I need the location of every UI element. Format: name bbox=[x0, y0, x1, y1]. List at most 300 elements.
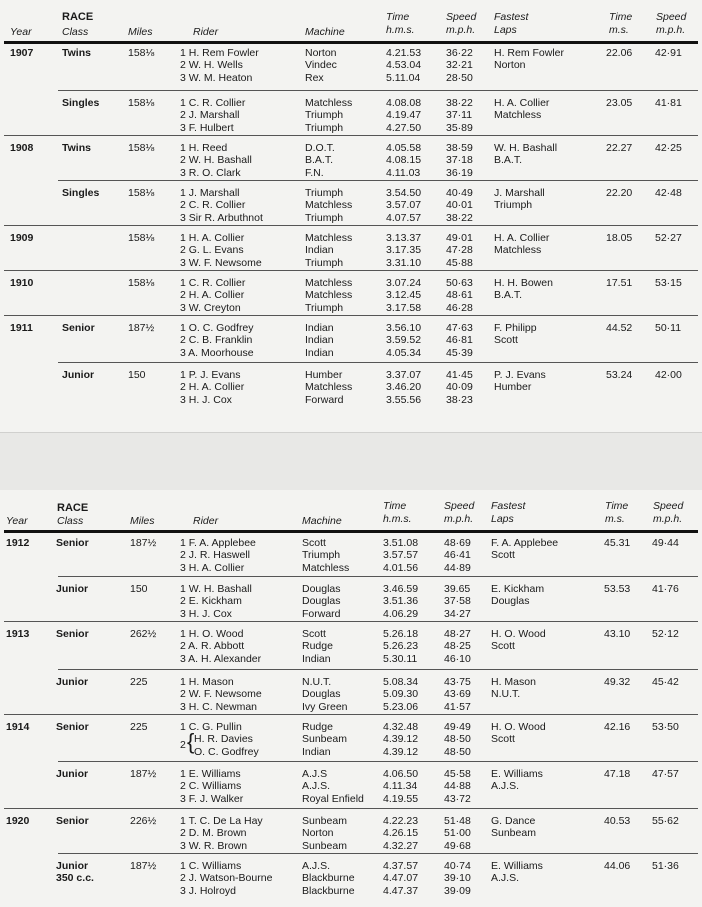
rider-cell: 1 P. J. Evans bbox=[180, 369, 241, 381]
machine-cell: Douglas bbox=[302, 595, 341, 608]
speed-cell: 41·57 bbox=[444, 700, 471, 713]
header-laps: Laps bbox=[491, 513, 514, 525]
machine-cell: Matchless bbox=[302, 561, 350, 574]
miles-cell: 158⅛ bbox=[128, 187, 155, 199]
race-row bbox=[0, 90, 702, 135]
header-lap-speed: Speed bbox=[656, 11, 687, 23]
rider-cell: 3 A. Moorhouse bbox=[180, 346, 254, 359]
speed-cell: 43·72 bbox=[444, 792, 471, 805]
fastest-lap-machine: Douglas bbox=[491, 595, 530, 608]
rider-cell: 3 W. Creyton bbox=[180, 301, 241, 314]
rider-cell: 2 H. A. Collier bbox=[180, 289, 245, 302]
rider-cell: 2 J. Watson-Bourne bbox=[180, 872, 273, 885]
speed-cell: 37·18 bbox=[446, 154, 473, 167]
time-cell: 3.17.35 bbox=[386, 244, 422, 257]
speed-cell: 50·63 bbox=[446, 277, 473, 289]
machine-cell: Humber bbox=[305, 369, 343, 381]
fastest-lap-machine: B.A.T. bbox=[494, 289, 523, 302]
row-divider bbox=[58, 180, 698, 181]
rider-cell: 3 H. C. Newman bbox=[180, 700, 258, 713]
time-cell: 4.39.12 bbox=[383, 745, 419, 758]
row-divider bbox=[4, 270, 698, 271]
machine-cell: Triumph bbox=[302, 549, 341, 562]
machine-cell: Matchless bbox=[305, 289, 353, 302]
time-cell: 4.05.34 bbox=[386, 346, 422, 359]
year-cell: 1909 bbox=[10, 232, 34, 244]
speed-cell: 47·28 bbox=[446, 244, 473, 257]
machine-cell: Vindec bbox=[305, 59, 337, 72]
time-cell: 5.09.30 bbox=[383, 688, 419, 701]
machine-cell: Matchless bbox=[305, 97, 353, 109]
time-cell: 5.23.06 bbox=[383, 700, 419, 713]
time-cell: 4.11.03 bbox=[386, 166, 421, 179]
header-lap-time: Time bbox=[609, 11, 633, 23]
rider-cell: 1 H. Rem Fowler bbox=[180, 47, 259, 59]
lap-time-cell: 44.52 bbox=[606, 322, 633, 334]
row-divider bbox=[58, 669, 698, 670]
time-cell: 3.57.57 bbox=[383, 549, 419, 562]
time-cell: 3.07.24 bbox=[386, 277, 422, 289]
time-cell: 4.01.56 bbox=[383, 561, 419, 574]
row-divider bbox=[58, 90, 698, 91]
fastest-lap-rider: H. Rem Fowler bbox=[494, 47, 565, 59]
rider-cell: 2 C. B. Franklin bbox=[180, 334, 253, 347]
speed-cell: 35·89 bbox=[446, 121, 473, 134]
machine-cell: Scott bbox=[302, 537, 326, 549]
fastest-lap-rider: H. H. Bowen bbox=[494, 277, 553, 289]
speed-cell: 48·61 bbox=[446, 289, 473, 302]
machine-cell: Forward bbox=[302, 607, 341, 620]
fastest-lap-rider: H. A. Collier bbox=[494, 232, 550, 244]
machine-cell: Triumph bbox=[305, 109, 344, 122]
fastest-lap-machine: Matchless bbox=[494, 109, 542, 122]
header-machine: Machine bbox=[302, 515, 342, 527]
lap-speed-cell: 53·15 bbox=[655, 277, 682, 289]
rider-cell: 3 W. F. Newsome bbox=[180, 256, 262, 269]
row-divider bbox=[58, 761, 698, 762]
fastest-lap-rider: H. Mason bbox=[491, 676, 536, 688]
lap-speed-cell: 42·25 bbox=[655, 142, 682, 154]
time-cell: 3.54.50 bbox=[386, 187, 422, 199]
time-cell: 3.55.56 bbox=[386, 393, 422, 406]
time-cell: 4.32.48 bbox=[383, 721, 419, 733]
fastest-lap-rider: F. A. Applebee bbox=[491, 537, 559, 549]
rider-cell: 3 R. O. Clark bbox=[180, 166, 241, 179]
class-cell: Junior bbox=[56, 676, 89, 688]
lap-time-cell: 53.24 bbox=[606, 369, 633, 381]
class-cell: Singles bbox=[62, 97, 100, 109]
miles-cell: 158⅛ bbox=[128, 97, 155, 109]
rider-cell: 3 W. R. Brown bbox=[180, 839, 248, 852]
rider-cell: 1 H. O. Wood bbox=[180, 628, 244, 640]
machine-cell: Matchless bbox=[305, 381, 353, 394]
race-row bbox=[0, 714, 702, 761]
rider-cell: 1 H. Reed bbox=[180, 142, 228, 154]
time-cell: 4.07.57 bbox=[386, 211, 422, 224]
race-row bbox=[0, 270, 702, 315]
time-cell: 3.31.10 bbox=[386, 256, 422, 269]
lap-speed-cell: 41·76 bbox=[652, 583, 679, 595]
machine-cell: Ivy Green bbox=[302, 700, 348, 713]
lap-time-cell: 17.51 bbox=[606, 277, 633, 289]
machine-cell: Indian bbox=[305, 346, 334, 359]
machine-cell: Blackburne bbox=[302, 884, 355, 897]
speed-cell: 37·11 bbox=[446, 109, 473, 122]
time-cell: 4.37.57 bbox=[383, 860, 419, 872]
speed-cell: 39·10 bbox=[444, 872, 471, 885]
rider-cell: 2 E. Kickham bbox=[180, 595, 242, 608]
fastest-lap-machine: Humber bbox=[494, 381, 532, 394]
table-header bbox=[0, 0, 702, 40]
fastest-lap-machine: Scott bbox=[491, 549, 515, 562]
race-row bbox=[0, 761, 702, 808]
speed-cell: 39·09 bbox=[444, 884, 471, 897]
speed-cell: 48·50 bbox=[444, 733, 471, 746]
speed-cell: 40·09 bbox=[446, 381, 473, 394]
rider-cell: 2 D. M. Brown bbox=[180, 827, 247, 840]
time-cell: 3.51.36 bbox=[383, 595, 419, 608]
fastest-lap-rider: H. O. Wood bbox=[491, 721, 546, 733]
race-row bbox=[0, 853, 702, 907]
row-divider bbox=[4, 808, 698, 809]
row-divider bbox=[4, 315, 698, 316]
row-divider bbox=[58, 362, 698, 363]
machine-cell: Forward bbox=[305, 393, 344, 406]
header-speed-units: m.p.h. bbox=[446, 24, 476, 36]
lap-speed-cell: 41·81 bbox=[655, 97, 682, 109]
race-row bbox=[0, 669, 702, 714]
speed-cell: 46·28 bbox=[446, 301, 473, 314]
fastest-lap-rider: J. Marshall bbox=[494, 187, 545, 199]
year-cell: 1912 bbox=[6, 537, 30, 549]
race-row bbox=[0, 135, 702, 180]
speed-cell: 48·69 bbox=[444, 537, 471, 549]
fastest-lap-machine: Sunbeam bbox=[491, 827, 536, 840]
time-cell: 5.11.04 bbox=[386, 71, 421, 84]
header-fastest: Fastest bbox=[494, 11, 529, 23]
speed-cell: 41·45 bbox=[446, 369, 473, 381]
machine-cell: Indian bbox=[305, 334, 334, 347]
time-cell: 4.08.15 bbox=[386, 154, 422, 167]
speed-cell: 43·75 bbox=[444, 676, 471, 688]
lap-speed-cell: 45·42 bbox=[652, 676, 679, 688]
machine-cell: Matchless bbox=[305, 199, 353, 212]
race-row bbox=[0, 315, 702, 362]
time-cell: 4.32.27 bbox=[383, 839, 419, 852]
rider-cell: 2 J. R. Haswell bbox=[180, 549, 251, 562]
race-row bbox=[0, 362, 702, 422]
fastest-lap-machine: Matchless bbox=[494, 244, 542, 257]
header-lap-time-units: m.s. bbox=[609, 24, 629, 36]
lap-speed-cell: 52·12 bbox=[652, 628, 679, 640]
machine-cell: Sunbeam bbox=[302, 733, 347, 746]
class-cell: Junior bbox=[56, 860, 89, 872]
lap-speed-cell: 47·57 bbox=[652, 768, 679, 780]
time-cell: 4.53.04 bbox=[386, 59, 422, 72]
header-laps: Laps bbox=[494, 24, 517, 36]
miles-cell: 150 bbox=[130, 583, 148, 595]
race-row bbox=[0, 225, 702, 270]
lap-time-cell: 23.05 bbox=[606, 97, 633, 109]
header-lap-speed-units: m.p.h. bbox=[656, 24, 686, 36]
speed-cell: 44·88 bbox=[444, 780, 471, 793]
rider-cell: 3 J. Holroyd bbox=[180, 884, 237, 897]
speed-cell: 48·50 bbox=[444, 745, 471, 758]
header-time: Time bbox=[383, 500, 407, 512]
rider-cell: 1 H. Mason bbox=[180, 676, 234, 688]
header-lap-time: Time bbox=[605, 500, 629, 512]
time-cell: 5.08.34 bbox=[383, 676, 419, 688]
speed-cell: 49·68 bbox=[444, 839, 471, 852]
speed-cell: 45·58 bbox=[444, 768, 471, 780]
time-cell: 3.46.20 bbox=[386, 381, 422, 394]
rider-cell: 2 W. H. Bashall bbox=[180, 154, 252, 167]
rider-cell: 1 J. Marshall bbox=[180, 187, 240, 199]
header-time-units: h.m.s. bbox=[386, 24, 415, 36]
class-cell: Singles bbox=[62, 187, 100, 199]
speed-cell: 45·39 bbox=[446, 346, 473, 359]
speed-cell: 36·19 bbox=[446, 166, 473, 179]
lap-time-cell: 42.16 bbox=[604, 721, 631, 733]
machine-cell: Rudge bbox=[302, 721, 333, 733]
machine-cell: Norton bbox=[305, 47, 337, 59]
speed-cell: 51·48 bbox=[444, 815, 471, 827]
machine-cell: A.J.S. bbox=[302, 780, 331, 793]
lap-speed-cell: 55·62 bbox=[652, 815, 679, 827]
miles-cell: 158⅛ bbox=[128, 142, 155, 154]
rider-cell: 1 O. C. Godfrey bbox=[180, 322, 254, 334]
rider-cell: 2 H. A. Collier bbox=[180, 381, 245, 394]
row-divider bbox=[4, 225, 698, 226]
time-cell: 4.19.47 bbox=[386, 109, 422, 122]
fastest-lap-rider: W. H. Bashall bbox=[494, 142, 558, 154]
lap-speed-cell: 50·11 bbox=[655, 322, 682, 334]
machine-cell: Norton bbox=[302, 827, 334, 840]
header-lap-speed: Speed bbox=[653, 500, 684, 512]
time-cell: 3.51.08 bbox=[383, 537, 419, 549]
speed-cell: 49·49 bbox=[444, 721, 471, 733]
header-class: Class bbox=[62, 26, 89, 38]
race-row bbox=[0, 40, 702, 90]
rider-cell: O. C. Godfrey bbox=[194, 745, 259, 758]
rider-cell: 2 A. R. Abbott bbox=[180, 640, 245, 653]
fastest-lap-machine: Triumph bbox=[494, 199, 533, 212]
page-fold bbox=[0, 432, 702, 492]
results-table-1907-1911 bbox=[0, 0, 702, 432]
machine-cell: Douglas bbox=[302, 688, 341, 701]
fastest-lap-machine: A.J.S. bbox=[491, 780, 520, 793]
machine-cell: Sunbeam bbox=[302, 839, 347, 852]
header-class: Class bbox=[57, 515, 84, 527]
row-divider bbox=[58, 853, 698, 854]
lap-speed-cell: 42·91 bbox=[655, 47, 682, 59]
time-cell: 3.17.58 bbox=[386, 301, 422, 314]
machine-cell: Triumph bbox=[305, 301, 344, 314]
lap-speed-cell: 42·48 bbox=[655, 187, 682, 199]
machine-cell: A.J.S bbox=[302, 768, 328, 780]
miles-cell: 187½ bbox=[130, 768, 157, 780]
miles-cell: 225 bbox=[130, 676, 148, 688]
year-cell: 1911 bbox=[10, 322, 33, 334]
speed-cell: 38·23 bbox=[446, 393, 473, 406]
lap-speed-cell: 52·27 bbox=[655, 232, 682, 244]
miles-cell: 150 bbox=[128, 369, 146, 381]
race-row bbox=[0, 808, 702, 853]
lap-time-cell: 47.18 bbox=[604, 768, 631, 780]
results-table-1912-1920 bbox=[0, 490, 702, 907]
speed-cell: 48·25 bbox=[444, 640, 471, 653]
rider-cell: 3 Sir R. Arbuthnot bbox=[180, 211, 263, 224]
speed-cell: 32·21 bbox=[446, 59, 473, 72]
header-lap-time-units: m.s. bbox=[605, 513, 625, 525]
class-cell: Senior bbox=[62, 322, 95, 334]
lap-time-cell: 45.31 bbox=[604, 537, 631, 549]
lap-time-cell: 43.10 bbox=[604, 628, 631, 640]
header-fastest: Fastest bbox=[491, 500, 526, 512]
time-cell: 3.12.45 bbox=[386, 289, 422, 302]
time-cell: 4.05.58 bbox=[386, 142, 422, 154]
lap-time-cell: 18.05 bbox=[606, 232, 633, 244]
race-row bbox=[0, 576, 702, 621]
lap-speed-cell: 51·36 bbox=[652, 860, 679, 872]
class-cell-line2: 350 c.c. bbox=[56, 872, 94, 885]
speed-cell: 36·22 bbox=[446, 47, 473, 59]
class-cell: Junior bbox=[56, 583, 89, 595]
rider-cell: 3 H. J. Cox bbox=[180, 393, 232, 406]
time-cell: 4.47.07 bbox=[383, 872, 419, 885]
class-cell: Senior bbox=[56, 628, 89, 640]
time-cell: 4.26.15 bbox=[383, 827, 419, 840]
tie-brace: { bbox=[187, 729, 195, 755]
lap-time-cell: 22.06 bbox=[606, 47, 633, 59]
class-cell: Junior bbox=[56, 768, 89, 780]
time-cell: 3.56.10 bbox=[386, 322, 422, 334]
miles-cell: 158⅛ bbox=[128, 277, 155, 289]
rider-cell: 3 A. H. Alexander bbox=[180, 652, 262, 665]
lap-speed-cell: 42·00 bbox=[655, 369, 682, 381]
class-cell: Senior bbox=[56, 815, 89, 827]
rider-cell: 2 J. Marshall bbox=[180, 109, 240, 122]
speed-cell: 40·01 bbox=[446, 199, 473, 212]
fastest-lap-rider: E. Williams bbox=[491, 768, 543, 780]
time-cell: 4.08.08 bbox=[386, 97, 422, 109]
machine-cell: A.J.S. bbox=[302, 860, 331, 872]
miles-cell: 187½ bbox=[128, 322, 155, 334]
lap-speed-cell: 49·44 bbox=[652, 537, 679, 549]
speed-cell: 40·74 bbox=[444, 860, 471, 872]
fastest-lap-machine: Scott bbox=[491, 733, 515, 746]
fastest-lap-rider: H. O. Wood bbox=[491, 628, 546, 640]
speed-cell: 44·89 bbox=[444, 561, 471, 574]
machine-cell: N.U.T. bbox=[302, 676, 332, 688]
speed-cell: 38·22 bbox=[446, 211, 473, 224]
lap-time-cell: 22.20 bbox=[606, 187, 633, 199]
lap-time-cell: 40.53 bbox=[604, 815, 631, 827]
header-miles: Miles bbox=[130, 515, 155, 527]
speed-cell: 49·01 bbox=[446, 232, 473, 244]
rider-cell: 1 T. C. De La Hay bbox=[180, 815, 263, 827]
time-cell: 3.37.07 bbox=[386, 369, 422, 381]
speed-cell: 46·81 bbox=[446, 334, 473, 347]
fastest-lap-machine: Scott bbox=[491, 640, 515, 653]
machine-cell: Sunbeam bbox=[302, 815, 347, 827]
rider-cell: 3 F. Hulbert bbox=[180, 121, 234, 134]
header-rider: Rider bbox=[193, 26, 219, 38]
fastest-lap-rider: E. Kickham bbox=[491, 583, 545, 595]
fastest-lap-machine: Norton bbox=[494, 59, 526, 72]
miles-cell: 187½ bbox=[130, 537, 157, 549]
rider-cell: 3 H. A. Collier bbox=[180, 561, 245, 574]
header-machine: Machine bbox=[305, 26, 345, 38]
machine-cell: Indian bbox=[302, 652, 331, 665]
time-cell: 4.06.50 bbox=[383, 768, 419, 780]
rider-cell: 1 F. A. Applebee bbox=[180, 537, 256, 549]
speed-cell: 51·00 bbox=[444, 827, 471, 840]
rider-cell: 2 C. Williams bbox=[180, 780, 242, 793]
miles-cell: 187½ bbox=[130, 860, 157, 872]
rider-cell: H. R. Davies bbox=[194, 733, 253, 746]
time-cell: 4.22.23 bbox=[383, 815, 419, 827]
speed-cell: 34·27 bbox=[444, 607, 471, 620]
fastest-lap-rider: H. A. Collier bbox=[494, 97, 550, 109]
rider-cell: 1 C. R. Collier bbox=[180, 97, 246, 109]
machine-cell: Indian bbox=[302, 745, 331, 758]
machine-cell: Triumph bbox=[305, 187, 344, 199]
speed-cell: 46·10 bbox=[444, 652, 471, 665]
class-cell: Senior bbox=[56, 537, 89, 549]
machine-cell: Scott bbox=[302, 628, 326, 640]
header-speed: Speed bbox=[446, 11, 477, 23]
fastest-lap-rider: E. Williams bbox=[491, 860, 543, 872]
time-cell: 3.57.07 bbox=[386, 199, 422, 212]
row-divider bbox=[58, 576, 698, 577]
machine-cell: Rudge bbox=[302, 640, 333, 653]
class-cell: Twins bbox=[62, 142, 91, 154]
machine-cell: B.A.T. bbox=[305, 154, 334, 167]
rider-cell: 1 W. H. Bashall bbox=[180, 583, 252, 595]
speed-cell: 45·88 bbox=[446, 256, 473, 269]
header-rider: Rider bbox=[193, 515, 219, 527]
header-miles: Miles bbox=[128, 26, 153, 38]
year-cell: 1910 bbox=[10, 277, 34, 289]
rider-cell: 3 H. J. Cox bbox=[180, 607, 232, 620]
machine-cell: F.N. bbox=[305, 166, 324, 179]
row-divider bbox=[4, 135, 698, 136]
machine-cell: Indian bbox=[305, 322, 334, 334]
header-speed: Speed bbox=[444, 500, 475, 512]
miles-cell: 226½ bbox=[130, 815, 157, 827]
fastest-lap-machine: B.A.T. bbox=[494, 154, 523, 167]
header-year: Year bbox=[10, 26, 32, 38]
fastest-lap-rider: P. J. Evans bbox=[494, 369, 546, 381]
class-cell: Twins bbox=[62, 47, 91, 59]
fastest-lap-machine: A.J.S. bbox=[491, 872, 520, 885]
year-cell: 1908 bbox=[10, 142, 34, 154]
rider-cell: 1 C. G. Pullin bbox=[180, 721, 242, 733]
speed-cell: 47·63 bbox=[446, 322, 473, 334]
machine-cell: Triumph bbox=[305, 121, 344, 134]
class-cell: Senior bbox=[56, 721, 89, 733]
rider-cell: 2 C. R. Collier bbox=[180, 199, 246, 212]
race-row bbox=[0, 621, 702, 669]
rider-cell: 3 F. J. Walker bbox=[180, 792, 244, 805]
lap-time-cell: 22.27 bbox=[606, 142, 633, 154]
rider-cell: 2 G. L. Evans bbox=[180, 244, 244, 257]
time-cell: 5.30.11 bbox=[383, 652, 418, 665]
machine-cell: Matchless bbox=[305, 277, 353, 289]
year-cell: 1914 bbox=[6, 721, 30, 733]
speed-cell: 37·58 bbox=[444, 595, 471, 608]
